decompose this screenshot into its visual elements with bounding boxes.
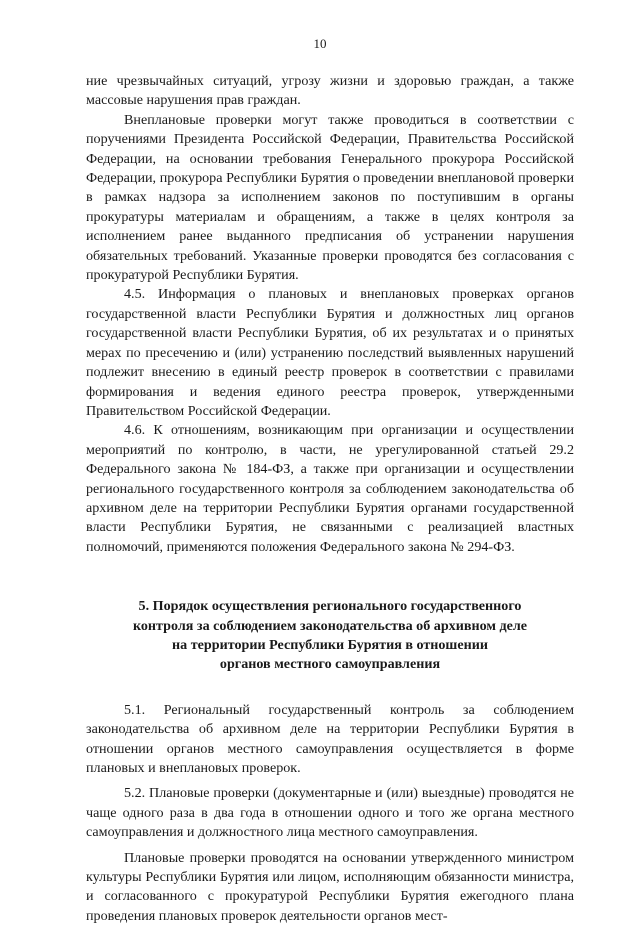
paragraph-5-1: 5.1. Региональный государственный контроль за соблюдением законодательства об архивном деле на территории Республики Бурятия в отношении органов местного самоуправления осуществляется в форме плановых и внеплановых проверок. [86,701,574,776]
section-heading-line: контроля за соблюдением законодательства об архивном деле [132,617,528,634]
page-number: 10 [313,36,327,51]
paragraph-4-5: 4.5. Информация о плановых и внеплановых проверках органов государственной власти Республики Бурятия и должностных лиц органов государственной власти Республики Бурятия, об их результатах и о принятых мерах по пресечению и (или) устранению последствий выявленных нарушений подлежит внесению в единый реестр проверок в соответствии с правилами формирования и ведения единого реестра проверок, утвержденными Правительством Российской Федерации. [86,286,574,419]
paragraph-scheduled-inspections: Плановые проверки проводятся на основании утвержденного министром культуры Республики Бурятия или лицом, исполняющим обязанности министра, и согласованного с прокуратурой Республики Бурятия ежегодного плана проведения плановых проверок деятельности органов мест- [86,849,574,924]
section-heading-line: 5. Порядок осуществления регионального государственного [138,598,522,615]
paragraph-4-6: 4.6. К отношениям, возникающим при организации и осуществлении мероприятий по контролю, в части, не урегулированной статьей 29.2 Федерального закона № 184-ФЗ, а также при организации и осуществлении регионального государственного контроля за соблюдением законодательства об архивном деле на территории Республики Бурятия органами государственной власти Республики Бурятия, не связанными с реализацией властных полномочий, применяются положения Федерального закона № 294-ФЗ. [86,422,574,555]
section-heading-line: на территории Республики Бурятия в отношении [172,636,488,653]
section-heading-line: органов местного самоуправления [219,656,441,673]
paragraph-5-2: 5.2. Плановые проверки (документарные и (или) выездные) проводятся не чаще одного раза в два года в отношении одного и того же органа местного самоуправления и должностного лица местного самоуправления. [86,785,574,841]
section-heading-5 [86,597,574,675]
document-body [86,72,574,926]
paragraph-unscheduled-inspections: Внеплановые проверки могут также проводиться в соответствии с поручениями Президента Российской Федерации, Правительства Российской Федерации, на основании требования Генерального прокурора Российской Федерации, прокурора Республики Бурятия о проведении внеплановой проверки в рамках надзора за исполнением законов по поступившим в органы прокуратуры материалам и обращениям, а также в целях контроля за исполнением ранее выданного предписания об устранении нарушения обязательных требований. Указанные проверки проводятся без согласования с прокуратурой Республики Бурятия. [86,111,574,284]
paragraph-continuation: ние чрезвычайных ситуаций, угрозу жизни и здоровью граждан, а также массовые нарушения прав граждан. [86,73,574,109]
